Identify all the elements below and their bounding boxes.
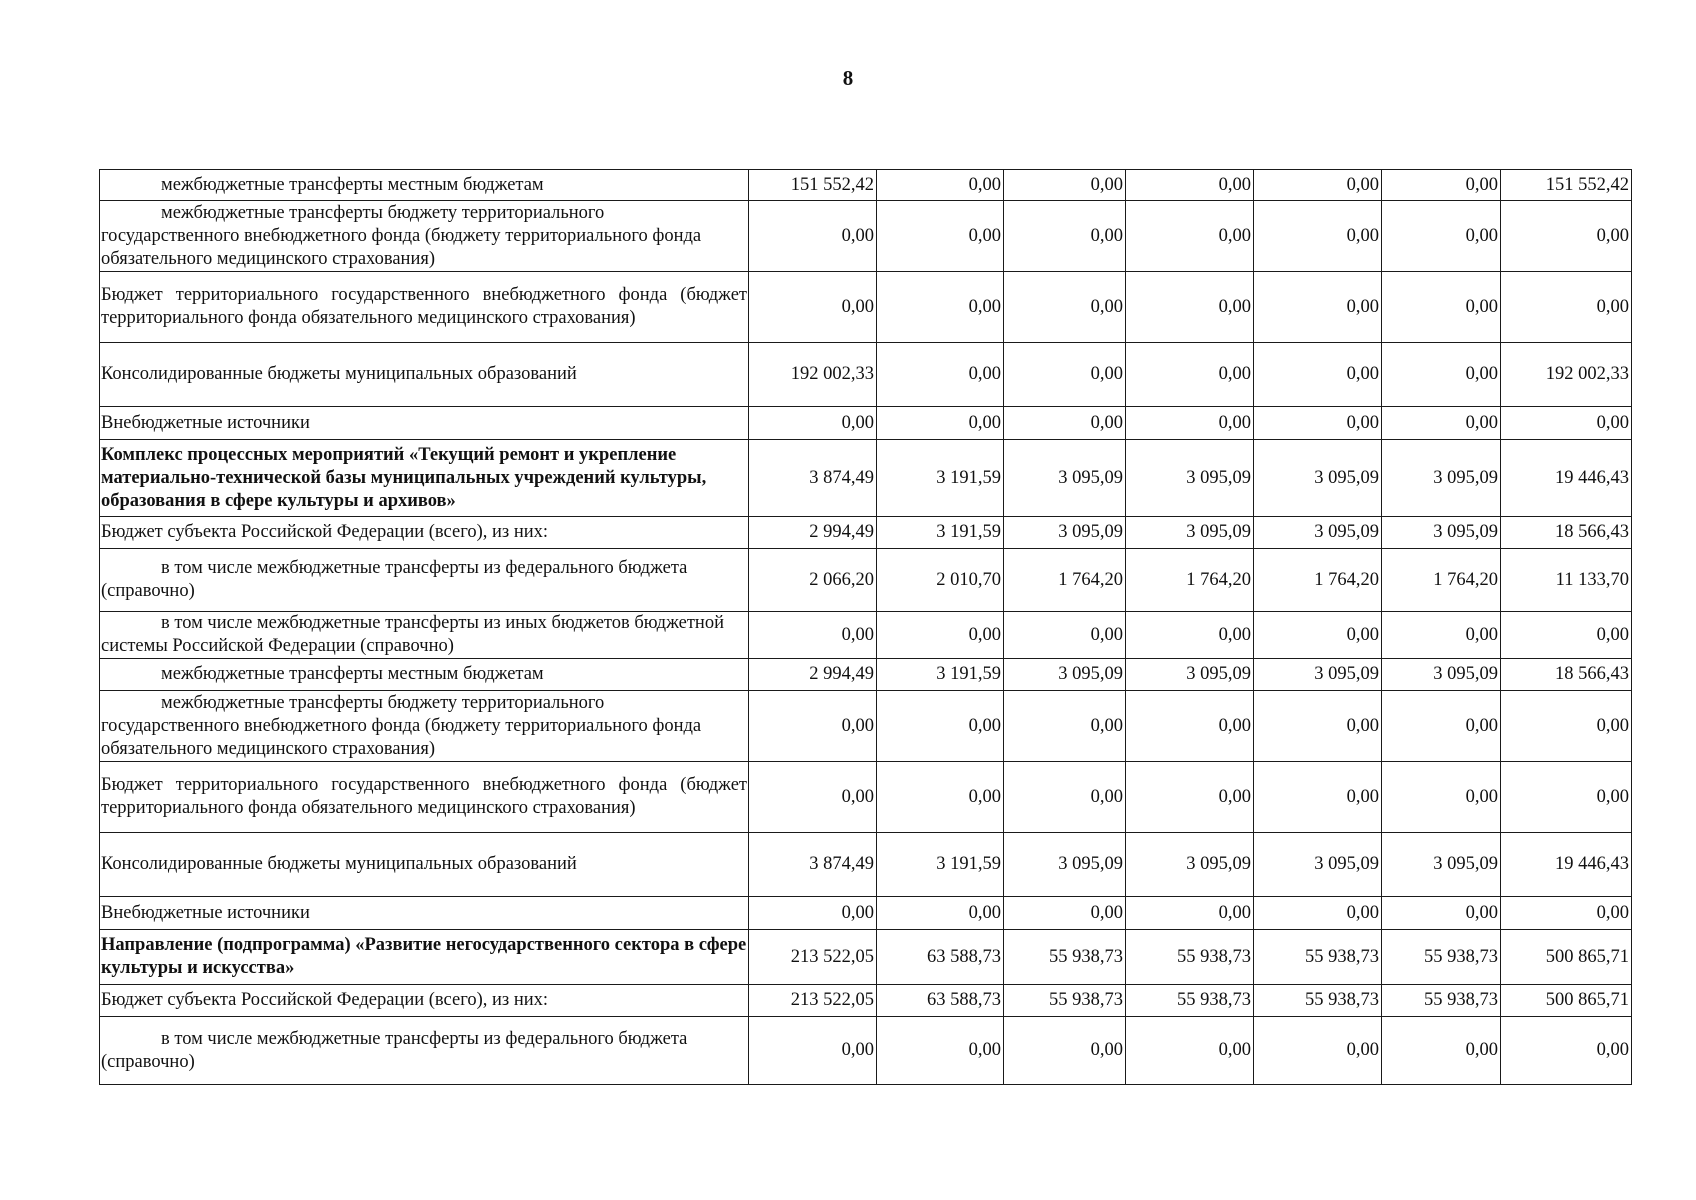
row-value-cell: 3 095,09 — [1126, 833, 1254, 897]
row-value-cell: 0,00 — [1382, 170, 1501, 201]
row-value-cell: 0,00 — [1126, 897, 1254, 930]
row-value-cell: 0,00 — [749, 691, 877, 762]
row-value-cell: 0,00 — [1382, 1017, 1501, 1085]
row-value-cell: 3 095,09 — [1004, 440, 1126, 517]
row-value-cell: 1 764,20 — [1382, 549, 1501, 612]
row-value-cell: 0,00 — [1126, 612, 1254, 659]
row-value-cell: 0,00 — [1382, 272, 1501, 343]
table-row — [100, 762, 1632, 833]
row-value-cell: 192 002,33 — [749, 343, 877, 407]
row-total-cell: 18 566,43 — [1501, 659, 1632, 691]
table-row — [100, 833, 1632, 897]
row-label: Бюджет территориального государственного внебюджетного фонда (бюджет территориального фонда обязательного медицинского страхования) — [100, 762, 749, 833]
table-row — [100, 517, 1632, 549]
table-row — [100, 897, 1632, 930]
row-value-cell: 0,00 — [877, 612, 1004, 659]
table-row — [100, 549, 1632, 612]
table-row — [100, 985, 1632, 1017]
row-value-cell: 0,00 — [1126, 170, 1254, 201]
table-row — [100, 930, 1632, 985]
row-value-cell: 3 095,09 — [1126, 440, 1254, 517]
row-value-cell: 3 095,09 — [1254, 440, 1382, 517]
row-value-cell: 55 938,73 — [1382, 930, 1501, 985]
row-value-cell: 0,00 — [1382, 343, 1501, 407]
table-row — [100, 407, 1632, 440]
budget-table — [99, 169, 1632, 1085]
row-value-cell: 3 095,09 — [1004, 517, 1126, 549]
row-value-cell: 3 095,09 — [1126, 659, 1254, 691]
row-value-cell: 0,00 — [1254, 897, 1382, 930]
row-value-cell: 63 588,73 — [877, 985, 1004, 1017]
row-value-cell: 2 994,49 — [749, 517, 877, 549]
row-value-cell: 0,00 — [1382, 201, 1501, 272]
row-label: Консолидированные бюджеты муниципальных образований — [100, 343, 749, 407]
row-label: межбюджетные трансферты бюджету территориального государственного внебюджетного фонда (бюджету территориального фонда обязательного медицинского страхования) — [100, 201, 749, 272]
row-value-cell: 0,00 — [1004, 170, 1126, 201]
row-value-cell: 0,00 — [1254, 201, 1382, 272]
row-total-cell: 0,00 — [1501, 762, 1632, 833]
row-value-cell: 3 874,49 — [749, 440, 877, 517]
row-value-cell: 213 522,05 — [749, 930, 877, 985]
row-value-cell: 0,00 — [877, 691, 1004, 762]
row-value-cell: 0,00 — [1382, 612, 1501, 659]
row-label: в том числе межбюджетные трансферты из иных бюджетов бюджетной системы Российской Федерации (справочно) — [100, 612, 749, 659]
row-label: межбюджетные трансферты местным бюджетам — [100, 170, 749, 201]
row-label: в том числе межбюджетные трансферты из федерального бюджета (справочно) — [100, 549, 749, 612]
row-value-cell: 0,00 — [1004, 897, 1126, 930]
row-total-cell: 0,00 — [1501, 612, 1632, 659]
row-value-cell: 2 994,49 — [749, 659, 877, 691]
row-value-cell: 3 191,59 — [877, 833, 1004, 897]
row-label: Комплекс процессных мероприятий «Текущий ремонт и укрепление материально-технической базы муниципальных учреждений культуры, образования в сфере культуры и архивов» — [100, 440, 749, 517]
row-value-cell: 0,00 — [1126, 343, 1254, 407]
row-total-cell: 0,00 — [1501, 691, 1632, 762]
row-value-cell: 0,00 — [1004, 691, 1126, 762]
row-value-cell: 213 522,05 — [749, 985, 877, 1017]
row-label: Консолидированные бюджеты муниципальных образований — [100, 833, 749, 897]
row-value-cell: 2 066,20 — [749, 549, 877, 612]
row-value-cell: 3 191,59 — [877, 517, 1004, 549]
row-value-cell: 0,00 — [877, 407, 1004, 440]
table-row — [100, 1017, 1632, 1085]
row-value-cell: 3 095,09 — [1254, 833, 1382, 897]
row-total-cell: 0,00 — [1501, 897, 1632, 930]
row-value-cell: 0,00 — [749, 272, 877, 343]
row-value-cell: 3 095,09 — [1382, 833, 1501, 897]
row-total-cell: 0,00 — [1501, 272, 1632, 343]
row-value-cell: 0,00 — [877, 1017, 1004, 1085]
row-value-cell: 3 095,09 — [1382, 659, 1501, 691]
row-value-cell: 1 764,20 — [1004, 549, 1126, 612]
row-value-cell: 3 095,09 — [1254, 659, 1382, 691]
row-value-cell: 3 095,09 — [1254, 517, 1382, 549]
row-value-cell: 0,00 — [877, 897, 1004, 930]
row-value-cell: 0,00 — [1004, 343, 1126, 407]
row-value-cell: 0,00 — [1004, 201, 1126, 272]
page-number: 8 — [842, 66, 854, 90]
row-value-cell: 0,00 — [1382, 897, 1501, 930]
row-value-cell: 0,00 — [1254, 407, 1382, 440]
row-value-cell: 0,00 — [877, 272, 1004, 343]
table-row — [100, 343, 1632, 407]
row-value-cell: 1 764,20 — [1254, 549, 1382, 612]
row-value-cell: 63 588,73 — [877, 930, 1004, 985]
row-value-cell: 0,00 — [1004, 612, 1126, 659]
row-label: Бюджет субъекта Российской Федерации (всего), из них: — [100, 985, 749, 1017]
row-value-cell: 0,00 — [1004, 407, 1126, 440]
row-label: в том числе межбюджетные трансферты из федерального бюджета (справочно) — [100, 1017, 749, 1085]
row-label: Бюджет субъекта Российской Федерации (всего), из них: — [100, 517, 749, 549]
row-value-cell: 3 095,09 — [1382, 440, 1501, 517]
row-value-cell: 55 938,73 — [1254, 930, 1382, 985]
row-total-cell: 151 552,42 — [1501, 170, 1632, 201]
row-value-cell: 0,00 — [1004, 762, 1126, 833]
table-row — [100, 691, 1632, 762]
row-value-cell: 0,00 — [877, 170, 1004, 201]
row-value-cell: 0,00 — [749, 1017, 877, 1085]
row-value-cell: 55 938,73 — [1004, 985, 1126, 1017]
row-value-cell: 0,00 — [1126, 407, 1254, 440]
row-value-cell: 3 095,09 — [1382, 517, 1501, 549]
row-label: межбюджетные трансферты бюджету территориального государственного внебюджетного фонда (бюджету территориального фонда обязательного медицинского страхования) — [100, 691, 749, 762]
row-value-cell: 0,00 — [1254, 1017, 1382, 1085]
row-value-cell: 55 938,73 — [1254, 985, 1382, 1017]
row-value-cell: 0,00 — [1254, 170, 1382, 201]
row-label: межбюджетные трансферты местным бюджетам — [100, 659, 749, 691]
row-value-cell: 0,00 — [749, 762, 877, 833]
row-total-cell: 500 865,71 — [1501, 985, 1632, 1017]
row-label: Бюджет территориального государственного внебюджетного фонда (бюджет территориального фонда обязательного медицинского страхования) — [100, 272, 749, 343]
row-value-cell: 0,00 — [1254, 762, 1382, 833]
row-total-cell: 500 865,71 — [1501, 930, 1632, 985]
row-value-cell: 55 938,73 — [1382, 985, 1501, 1017]
row-value-cell: 0,00 — [1126, 201, 1254, 272]
row-total-cell: 0,00 — [1501, 1017, 1632, 1085]
row-total-cell: 0,00 — [1501, 407, 1632, 440]
row-total-cell: 18 566,43 — [1501, 517, 1632, 549]
table-row — [100, 170, 1632, 201]
row-value-cell: 55 938,73 — [1126, 985, 1254, 1017]
row-value-cell: 0,00 — [1254, 272, 1382, 343]
row-value-cell: 0,00 — [877, 343, 1004, 407]
row-value-cell: 0,00 — [877, 762, 1004, 833]
row-value-cell: 0,00 — [877, 201, 1004, 272]
row-value-cell: 3 095,09 — [1004, 659, 1126, 691]
row-value-cell: 3 095,09 — [1004, 833, 1126, 897]
row-value-cell: 0,00 — [749, 897, 877, 930]
row-label: Внебюджетные источники — [100, 407, 749, 440]
row-value-cell: 55 938,73 — [1004, 930, 1126, 985]
table-row — [100, 659, 1632, 691]
row-value-cell: 0,00 — [1382, 407, 1501, 440]
row-value-cell: 0,00 — [1126, 762, 1254, 833]
row-total-cell: 19 446,43 — [1501, 440, 1632, 517]
row-total-cell: 0,00 — [1501, 201, 1632, 272]
row-value-cell: 151 552,42 — [749, 170, 877, 201]
row-value-cell: 1 764,20 — [1126, 549, 1254, 612]
row-value-cell: 0,00 — [1004, 272, 1126, 343]
table-row — [100, 201, 1632, 272]
table-row — [100, 440, 1632, 517]
row-value-cell: 0,00 — [1126, 272, 1254, 343]
row-value-cell: 0,00 — [749, 612, 877, 659]
row-value-cell: 0,00 — [1126, 1017, 1254, 1085]
row-value-cell: 3 874,49 — [749, 833, 877, 897]
row-value-cell: 3 095,09 — [1126, 517, 1254, 549]
row-total-cell: 192 002,33 — [1501, 343, 1632, 407]
row-value-cell: 0,00 — [1382, 691, 1501, 762]
row-value-cell: 0,00 — [749, 201, 877, 272]
row-value-cell: 0,00 — [1254, 691, 1382, 762]
row-value-cell: 0,00 — [1254, 612, 1382, 659]
row-label: Направление (подпрограмма) «Развитие негосударственного сектора в сфере культуры и искусства» — [100, 930, 749, 985]
table-row — [100, 612, 1632, 659]
row-value-cell: 3 191,59 — [877, 440, 1004, 517]
row-value-cell: 2 010,70 — [877, 549, 1004, 612]
row-value-cell: 0,00 — [749, 407, 877, 440]
row-value-cell: 0,00 — [1004, 1017, 1126, 1085]
row-value-cell: 3 191,59 — [877, 659, 1004, 691]
table-row — [100, 272, 1632, 343]
row-label: Внебюджетные источники — [100, 897, 749, 930]
row-value-cell: 0,00 — [1382, 762, 1501, 833]
table-body — [100, 170, 1632, 1085]
row-value-cell: 0,00 — [1126, 691, 1254, 762]
row-value-cell: 55 938,73 — [1126, 930, 1254, 985]
row-total-cell: 19 446,43 — [1501, 833, 1632, 897]
row-total-cell: 11 133,70 — [1501, 549, 1632, 612]
row-value-cell: 0,00 — [1254, 343, 1382, 407]
